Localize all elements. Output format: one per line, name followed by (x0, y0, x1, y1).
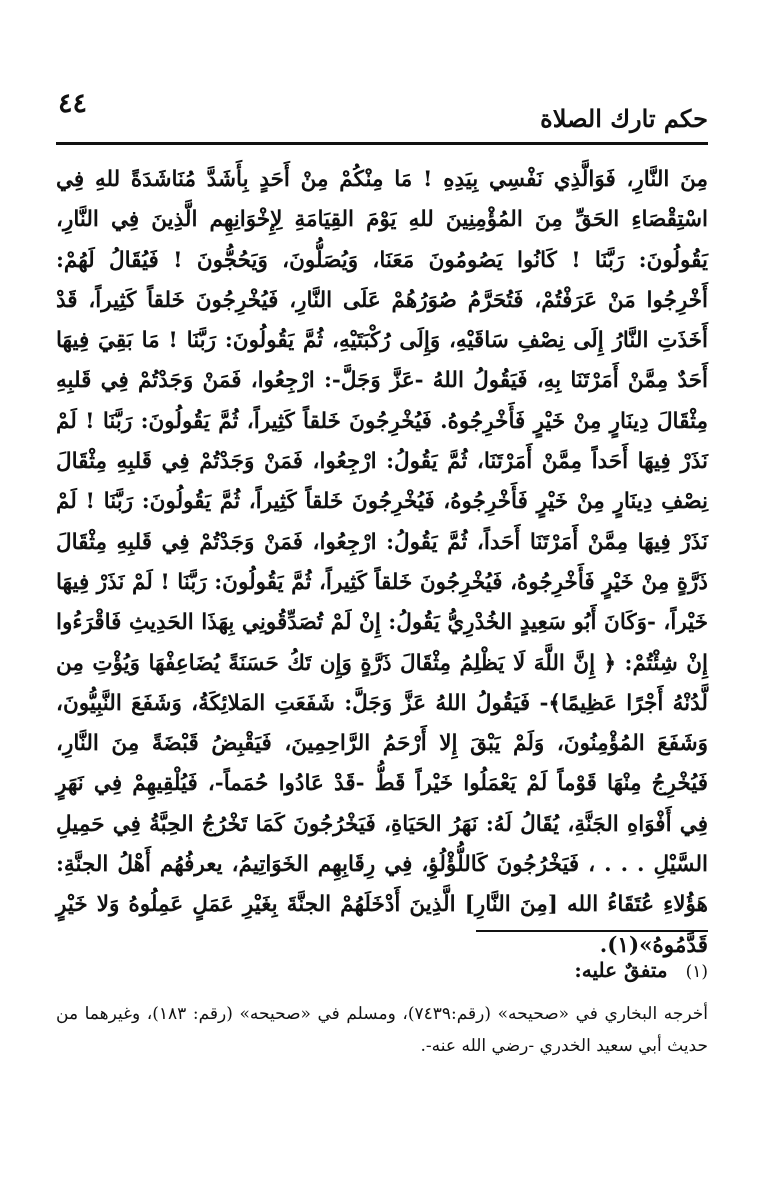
footnote-text: أخرجه البخاري في «صحيحه» (رقم:٧٤٣٩)، ومسلم في «صحيحه» (رقم: ١٨٣)، وغيرهما من حديث أبي سعيد الخدري -رضي الله عنه-. (56, 1004, 708, 1056)
hadith-text (56, 160, 708, 966)
footnote-marker: (١) (685, 962, 708, 982)
running-title: حكم تارك الصلاة (540, 104, 708, 133)
footnote-heading (56, 954, 708, 988)
footnote (56, 954, 708, 1062)
body-paragraph: مِنَ النَّارِ، فَوَالَّذِي نَفْسِي بِيَدِهِ ! مَا مِنْكُمْ مِنْ أَحَدٍ بِأَشَدَّ مُنَاشَدَةً للهِ فِي اسْتِقْصَاءِ الحَقِّ مِنَ المُؤْمِنِينَ للهِ يَوْمَ القِيَامَةِ لِإِخْوَانِهِم الَّذِينَ فِي النَّارِ، يَقُولُونَ: رَبَّنَا ! كَانُوا يَصُومُونَ مَعَنَا، وَيُصَلُّونَ، وَيَحُجُّونَ ! فَيُقَالُ لَهُمْ: أَخْرِجُوا مَنْ عَرَفْتُمْ، فَتُحَرَّمُ صُوَرُهُمْ عَلَى النَّارِ، فَيُخْرِجُونَ خَلقاً كَثِيراً، قَدْ أَخَذَتِ النَّارُ إِلَى نِصْفِ سَاقَيْهِ، وَإِلَى رُكْبَتَيْهِ، ثُمَّ يَقُولُونَ: رَبَّنَا ! مَا بَقِيَ فِيهَا أَحَدٌ مِمَّنْ أَمَرْتَنَا بِهِ، فَيَقُولُ اللهُ -عَزَّ وَجَلَّ-: ارْجِعُوا، فَمَنْ وَجَدْتُمْ فِي قَلبِهِ مِثْقَالَ دِينَارٍ مِنْ خَيْرٍ فَأَخْرِجُوهُ. فَيُخْرِجُونَ خَلقاً كَثِيراً، ثُمَّ يَقُولُونَ: رَبَّنَا ! لَمْ نَذَرْ فِيهَا أَحَداً مِمَّنْ أَمَرْتَنَا، ثُمَّ يَقُولُ: ارْجِعُوا، فَمَنْ وَجَدْتُمْ فِي قَلبِهِ مِثْقَالَ نِصْفِ دِينَارٍ مِنْ خَيْرٍ فَأَخْرِجُوهُ، فَيُخْرِجُونَ خَلقاً كَثِيراً، ثُمَّ يَقُولُونَ: رَبَّنَا ! لَمْ نَذَرْ فِيهَا مِمَّنْ أَمَرْتَنَا أَحَداً، ثُمَّ يَقُولُ: ارْجِعُوا، فَمَنْ وَجَدْتُمْ فِي قَلبِهِ مِثْقَالَ ذَرَّةٍ مِنْ خَيْرٍ فَأَخْرِجُوهُ، فَيُخْرِجُونَ خَلقاً كَثِيراً، ثُمَّ يَقُولُونَ: رَبَّنَا ! لَمْ نَذَرْ فِيهَا خَيْراً، -وَكَانَ أَبُو سَعِيدٍ الخُدْرِيُّ يَقُولُ: إِنْ لَمْ تُصَدِّقُونِي بِهَذَا الحَدِيثِ فَاقْرَءُوا إِنْ شِئْتُمْ: ﴿ إِنَّ اللَّهَ لَا يَظْلِمُ مِثْقَالَ ذَرَّةٍ وَإِن تَكُ حَسَنَةً يُضَاعِفْهَا وَيُؤْتِ مِن لَّدُنْهُ أَجْرًا عَظِيمًا﴾- فَيَقُولُ اللهُ عَزَّ وَجَلَّ: شَفَعَتِ المَلائِكَةُ، وَشَفَعَ النَّبِيُّونَ، وَشَفَعَ المُؤْمِنُونَ، وَلَمْ يَبْقَ إِلا أَرْحَمُ الرَّاحِمِينَ، فَيَقْبِضُ قَبْضَةً مِنَ النَّارِ، فَيُخْرِجُ مِنْهَا قَوْماً لَمْ يَعْمَلُوا خَيْراً قَطُّ -قَدْ عَادُوا حُمَماً-، فَيُلْقِيهِمْ فِي نَهَرٍ فِي أَفْوَاهِ الجَنَّةِ، يُقَالُ لَهُ: نَهَرُ الحَيَاةِ، فَيَخْرُجُونَ كَمَا تَخْرُجُ الحِبَّةُ فِي حَمِيلِ السَّيْلِ . . . ، فَيَخْرُجُونَ كَاللُّؤْلُؤِ، فِي رِقَابِهِم الخَوَاتِيمُ، يعرفُهُم أَهْلُ الجنَّةِ: هَؤُلاءِ عُتَقَاءُ الله [مِنَ النَّارِ] الَّذِينَ أَدْخَلَهُمْ الجنَّةَ بِغَيْرِ عَمَلٍ عَمِلُوهُ وَلا خَيْرٍ قَدَّمُوهُ»(١). (56, 167, 708, 958)
header-rule (56, 142, 708, 145)
footnote-title: متفقٌ عليه: (574, 958, 668, 982)
page-header (58, 88, 708, 136)
page-number: ٤٤ (58, 88, 88, 119)
footnote-separator (476, 930, 708, 932)
